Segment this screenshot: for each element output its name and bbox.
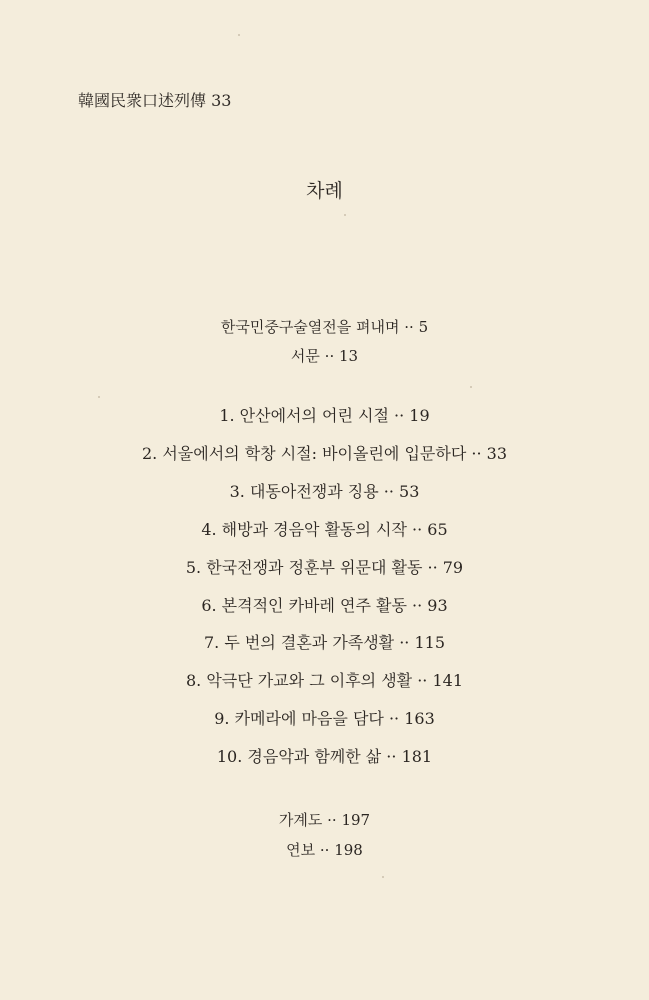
paper-speck [238, 34, 240, 36]
toc-entry-chapter-7: 7. 두 번의 결혼과 가족생활 ·· 115 [203, 633, 446, 652]
paper-speck [382, 876, 384, 878]
toc-entry-chapter-5: 5. 한국전쟁과 정훈부 위문대 활동 ·· 79 [185, 558, 464, 577]
paper-speck [98, 396, 100, 398]
toc-entry-chapter-10: 10. 경음악과 함께한 삶 ·· 181 [216, 747, 433, 766]
toc-entry-chapter-3: 3. 대동아전쟁과 징용 ·· 53 [229, 482, 420, 501]
paper-speck [470, 386, 472, 388]
toc-heading: 차례 [306, 180, 343, 202]
toc-entry-chapter-8: 8. 악극단 가교와 그 이후의 생활 ·· 141 [185, 671, 464, 690]
toc-entry-chapter-6: 6. 본격적인 카바레 연주 활동 ·· 93 [201, 596, 448, 615]
toc-entry-chapter-4: 4. 해방과 경음악 활동의 시작 ·· 65 [201, 520, 448, 539]
toc-entry-chapter-2: 2. 서울에서의 학창 시절: 바이올린에 입문하다 ·· 33 [142, 444, 507, 463]
toc-entry-chronology: 연보 ·· 198 [286, 841, 363, 859]
toc-entry-chapter-9: 9. 카메라에 마음을 담다 ·· 163 [214, 709, 435, 728]
series-title: 韓國民衆口述列傳 33 [78, 91, 232, 110]
toc-entry-chapter-1: 1. 안산에서의 어린 시절 ·· 19 [219, 406, 430, 425]
paper-speck [344, 214, 346, 216]
toc-entry-foreword: 서문 ·· 13 [290, 347, 359, 365]
toc-entry-preface: 한국민중구술열전을 펴내며 ·· 5 [220, 318, 429, 336]
toc-entry-family-tree: 가계도 ·· 197 [278, 811, 371, 829]
